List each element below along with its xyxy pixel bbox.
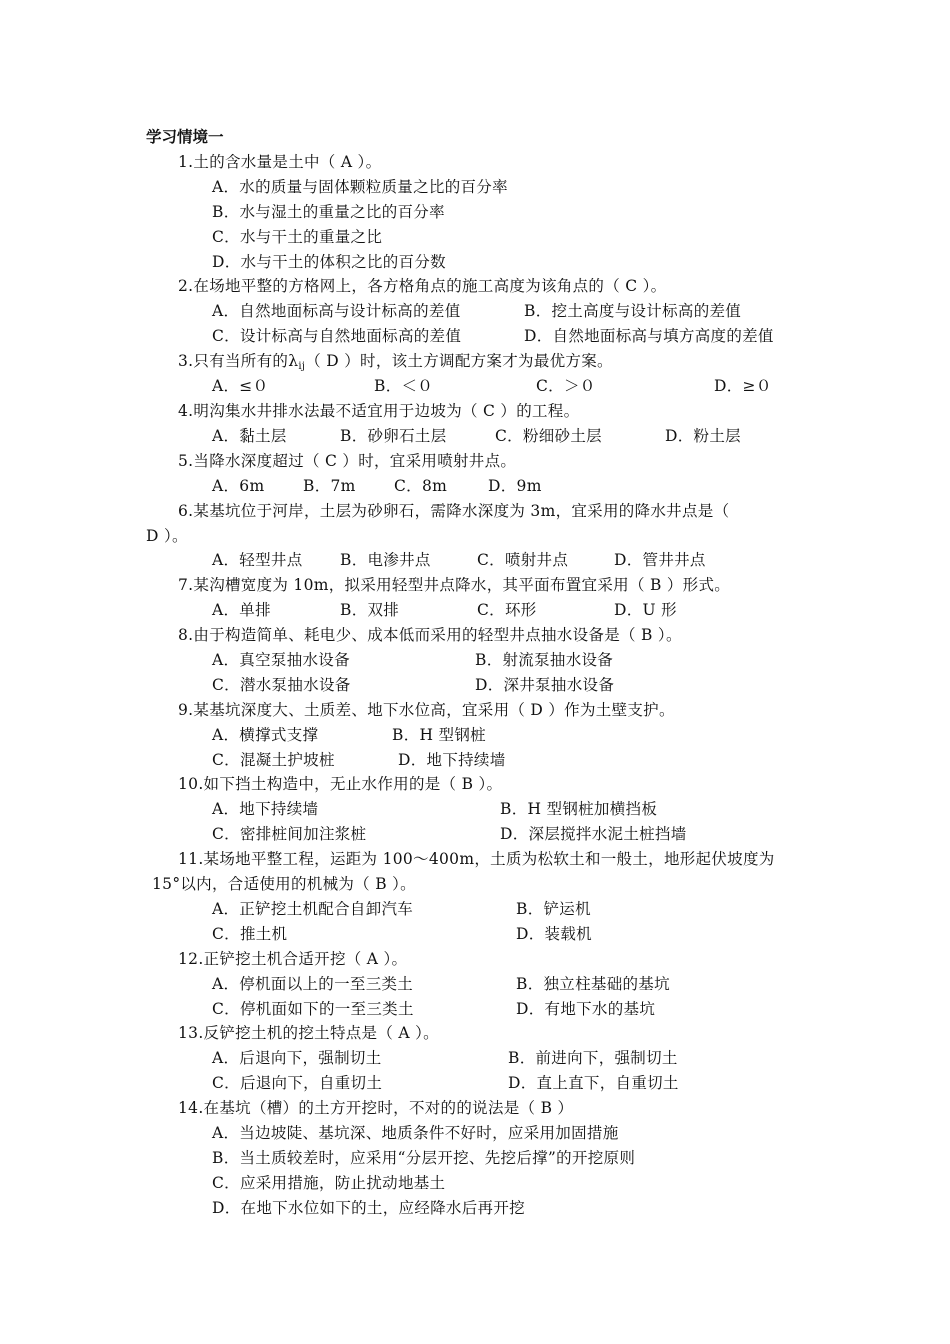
q6-option-c: C．喷射井点 xyxy=(477,551,569,569)
q14-option-d: D．在地下水位如下的土，应经降水后再开挖 xyxy=(212,1199,525,1217)
q13-option-c: C．后退向下，自重切土 xyxy=(212,1074,383,1092)
q11-option-c: C．推土机 xyxy=(212,925,288,943)
q12-option-c: C．停机面如下的一至三类土 xyxy=(212,1000,414,1018)
q9-option-a: A．横撑式支撑 xyxy=(212,726,319,744)
q4-option-b: B．砂卵石土层 xyxy=(340,427,447,445)
question-7: 7.某沟槽宽度为 10m，拟采用轻型井点降水，其平面布置宜采用（ B ）形式。 xyxy=(178,576,731,594)
q4-option-a: A．黏土层 xyxy=(212,427,287,445)
q6-option-b: B．电渗井点 xyxy=(340,551,431,569)
question-9: 9.某基坑深度大、土质差、地下水位高，宜采用（ D ）作为土壁支护。 xyxy=(178,701,675,719)
lambda-subscript: ij xyxy=(298,361,306,372)
q8-option-a: A．真空泵抽水设备 xyxy=(212,651,350,669)
q8-option-d: D．深井泵抽水设备 xyxy=(475,676,615,694)
q1-option-c: C．水与干土的重量之比 xyxy=(212,228,383,246)
question-11: 11.某场地平整工程，运距为 100～400m，土质为松软土和一般土，地形起伏坡度为 xyxy=(178,850,775,868)
q1-option-b: B．水与湿土的重量之比的百分率 xyxy=(212,203,445,221)
q5-option-b: B．7m xyxy=(303,477,356,495)
q9-option-c: C．混凝土护坡桩 xyxy=(212,751,335,769)
q11-option-a: A．正铲挖土机配合自卸汽车 xyxy=(212,900,414,918)
q6-option-a: A．轻型井点 xyxy=(212,551,303,569)
question-8: 8.由于构造简单、耗电少、成本低而采用的轻型井点抽水设备是（ B ）。 xyxy=(178,626,682,644)
q2-option-a: A．自然地面标高与设计标高的差值 xyxy=(212,302,461,320)
q9-option-b: B．H 型钢桩 xyxy=(392,726,486,744)
q6-option-d: D．管井井点 xyxy=(614,551,706,569)
q9-option-d: D．地下持续墙 xyxy=(398,751,506,769)
q10-option-d: D．深层搅拌水泥土桩挡墙 xyxy=(500,825,687,843)
q13-option-d: D．直上直下，自重切土 xyxy=(508,1074,679,1092)
question-12: 12.正铲挖土机合适开挖（ A ）。 xyxy=(178,950,408,968)
question-3-text-end: （ D ）时，该土方调配方案才为最优方案。 xyxy=(305,352,613,370)
q3-option-d: D．≥０ xyxy=(714,377,772,395)
q1-option-d: D．水与干土的体积之比的百分数 xyxy=(212,253,446,271)
q5-option-d: D．9m xyxy=(488,477,542,495)
q3-option-a: A．≤０ xyxy=(212,377,269,395)
q7-option-b: B．双排 xyxy=(340,601,400,619)
q4-option-d: D．粉土层 xyxy=(665,427,741,445)
question-6-continued: D ）。 xyxy=(146,527,188,545)
section-title: 学习情境一 xyxy=(146,128,224,146)
q11-option-b: B．铲运机 xyxy=(516,900,591,918)
q8-option-b: B．射流泵抽水设备 xyxy=(475,651,614,669)
q3-option-b: B．＜０ xyxy=(374,377,434,395)
q2-option-d: D．自然地面标高与填方高度的差值 xyxy=(524,327,774,345)
question-10: 10.如下挡土构造中，无止水作用的是（ B ）。 xyxy=(178,775,503,793)
q5-option-a: A．6m xyxy=(212,477,265,495)
q12-option-a: A．停机面以上的一至三类土 xyxy=(212,975,414,993)
q13-option-a: A．后退向下，强制切土 xyxy=(212,1049,382,1067)
q13-option-b: B．前进向下，强制切土 xyxy=(508,1049,678,1067)
q1-option-a: A．水的质量与固体颗粒质量之比的百分率 xyxy=(212,178,508,196)
q14-option-c: C．应采用措施，防止扰动地基土 xyxy=(212,1174,446,1192)
q8-option-c: C．潜水泵抽水设备 xyxy=(212,676,351,694)
q7-option-d: D．U 形 xyxy=(614,601,677,619)
question-4: 4.明沟集水井排水法最不适宜用于边坡为（ C ）的工程。 xyxy=(178,402,580,420)
question-14: 14.在基坑（槽）的土方开挖时，不对的的说法是（ B ） xyxy=(178,1099,574,1117)
q14-option-a: A．当边坡陡、基坑深、地质条件不好时，应采用加固措施 xyxy=(212,1124,619,1142)
question-6: 6.某基坑位于河岸，土层为砂卵石，需降水深度为 3m，宜采用的降水井点是（ xyxy=(178,502,730,520)
question-13: 13.反铲挖土机的挖土特点是（ A ）。 xyxy=(178,1024,439,1042)
q2-option-b: B．挖土高度与设计标高的差值 xyxy=(524,302,742,320)
q7-option-a: A．单排 xyxy=(212,601,271,619)
question-5: 5.当降水深度超过（ C ）时，宜采用喷射井点。 xyxy=(178,452,517,470)
q11-option-d: D．装载机 xyxy=(516,925,592,943)
q4-option-c: C．粉细砂土层 xyxy=(495,427,602,445)
q10-option-b: B．H 型钢桩加横挡板 xyxy=(500,800,658,818)
q3-option-c: C．＞０ xyxy=(536,377,596,395)
question-2: 2.在场地平整的方格网上，各方格角点的施工高度为该角点的（ C ）。 xyxy=(178,277,667,295)
question-1: 1.土的含水量是土中（ A ）。 xyxy=(178,153,382,171)
question-3-text-start: 3.只有当所有的λ xyxy=(178,352,299,370)
q2-option-c: C．设计标高与自然地面标高的差值 xyxy=(212,327,462,345)
q14-option-b: B．当土质较差时，应采用“分层开挖、先挖后撑”的开挖原则 xyxy=(212,1149,636,1167)
q10-option-c: C．密排桩间加注浆桩 xyxy=(212,825,367,843)
q7-option-c: C．环形 xyxy=(477,601,537,619)
q10-option-a: A．地下持续墙 xyxy=(212,800,319,818)
q5-option-c: C．8m xyxy=(394,477,448,495)
q12-option-b: B．独立柱基础的基坑 xyxy=(516,975,670,993)
question-3 xyxy=(178,351,613,377)
q12-option-d: D．有地下水的基坑 xyxy=(516,1000,656,1018)
question-11-continued: 15°以内，合适使用的机械为（ B ）。 xyxy=(152,875,416,893)
